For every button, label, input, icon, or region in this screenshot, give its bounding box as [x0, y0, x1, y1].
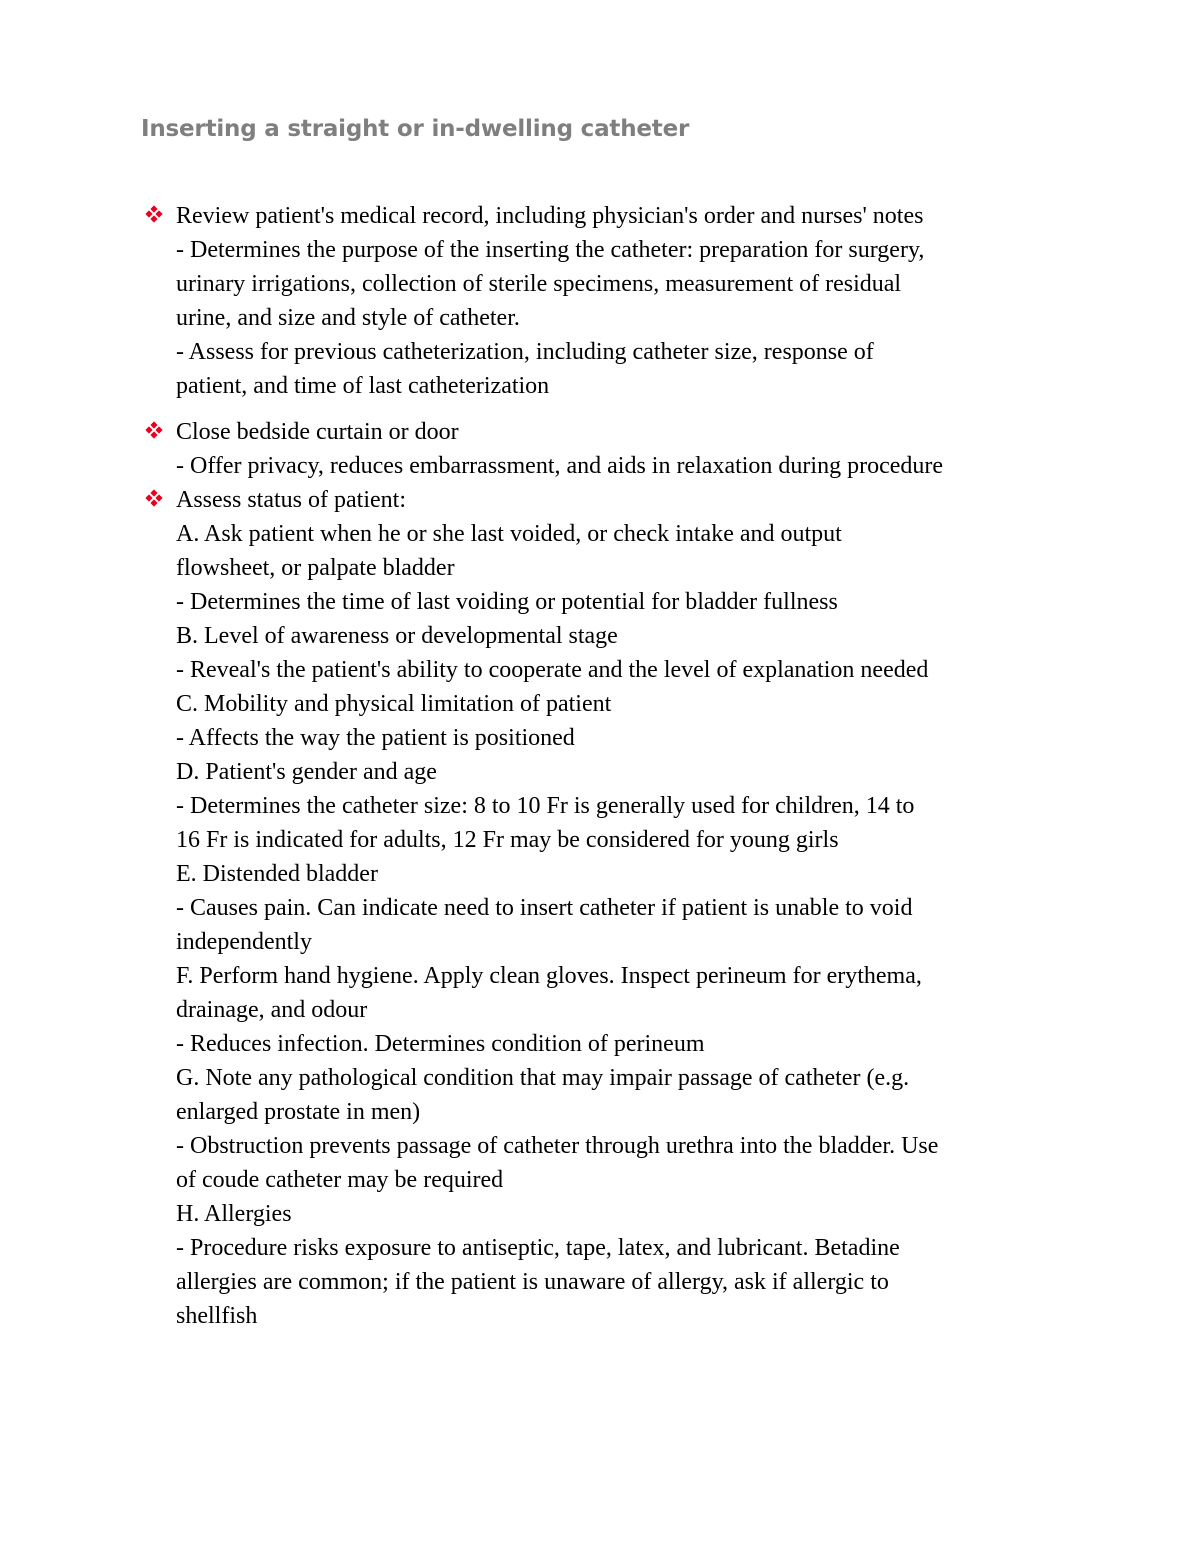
bullet-text-line: G. Note any pathological condition that may impair passage of catheter (e.g.: [176, 1065, 910, 1091]
bullet-text-line: 16 Fr is indicated for adults, 12 Fr may be considered for young girls: [176, 827, 839, 853]
bullet-text-line: - Obstruction prevents passage of catheter through urethra into the bladder. Use: [176, 1133, 939, 1159]
diamond-bullet-icon: [141, 199, 167, 233]
bullet-text-line: urine, and size and style of catheter.: [176, 305, 520, 331]
bullet-text-line: shellfish: [176, 1303, 258, 1329]
bullet-text-line: A. Ask patient when he or she last voided, or check intake and output: [176, 521, 842, 547]
bullet-heading-line: Assess status of patient:: [176, 487, 406, 513]
bullet-text-line: patient, and time of last catheterization: [176, 373, 550, 399]
bullet-text-line: - Offer privacy, reduces embarrassment, and aids in relaxation during procedure: [176, 453, 944, 479]
bullet-text-line: - Assess for previous catheterization, including catheter size, response of: [176, 339, 874, 365]
bullet-text-line: C. Mobility and physical limitation of patient: [176, 691, 612, 717]
bullet-text-line: flowsheet, or palpate bladder: [176, 555, 455, 581]
bullet-text-line: D. Patient's gender and age: [176, 759, 437, 785]
bullet-heading-line: Close bedside curtain or door: [176, 419, 459, 445]
bullet-text-line: allergies are common; if the patient is unaware of allergy, ask if allergic to: [176, 1269, 889, 1295]
bullet-text-line: F. Perform hand hygiene. Apply clean gloves. Inspect perineum for erythema,: [176, 963, 922, 989]
document-title: Inserting a straight or in-dwelling catheter: [141, 116, 690, 142]
bullet-text-line: - Procedure risks exposure to antiseptic, tape, latex, and lubricant. Betadine: [176, 1235, 900, 1261]
diamond-bullet-icon: [141, 483, 167, 517]
bullet-item: [141, 415, 1141, 483]
bullet-list: [141, 199, 1141, 1333]
bullet-text-line: urinary irrigations, collection of sterile specimens, measurement of residual: [176, 271, 902, 297]
bullet-text-line: - Causes pain. Can indicate need to insert catheter if patient is unable to void: [176, 895, 913, 921]
bullet-text-line: drainage, and odour: [176, 997, 368, 1023]
diamond-bullet-icon: [141, 415, 167, 449]
bullet-text-line: B. Level of awareness or developmental stage: [176, 623, 618, 649]
bullet-text-line: - Reveal's the patient's ability to cooperate and the level of explanation needed: [176, 657, 929, 683]
bullet-text-line: independently: [176, 929, 312, 955]
bullet-text-line: - Reduces infection. Determines condition of perineum: [176, 1031, 705, 1057]
bullet-item: [141, 483, 1141, 1333]
bullet-text-line: H. Allergies: [176, 1201, 292, 1227]
bullet-text-line: - Determines the purpose of the inserting the catheter: preparation for surgery,: [176, 237, 925, 263]
bullet-text-line: - Determines the time of last voiding or potential for bladder fullness: [176, 589, 838, 615]
bullet-text-line: - Affects the way the patient is positioned: [176, 725, 575, 751]
bullet-text-line: enlarged prostate in men): [176, 1099, 421, 1125]
bullet-text-line: - Determines the catheter size: 8 to 10 Fr is generally used for children, 14 to: [176, 793, 915, 819]
bullet-text-line: E. Distended bladder: [176, 861, 378, 887]
bullet-heading-line: Review patient's medical record, including physician's order and nurses' notes: [176, 203, 924, 229]
bullet-item: [141, 199, 1141, 403]
bullet-text-line: of coude catheter may be required: [176, 1167, 504, 1193]
